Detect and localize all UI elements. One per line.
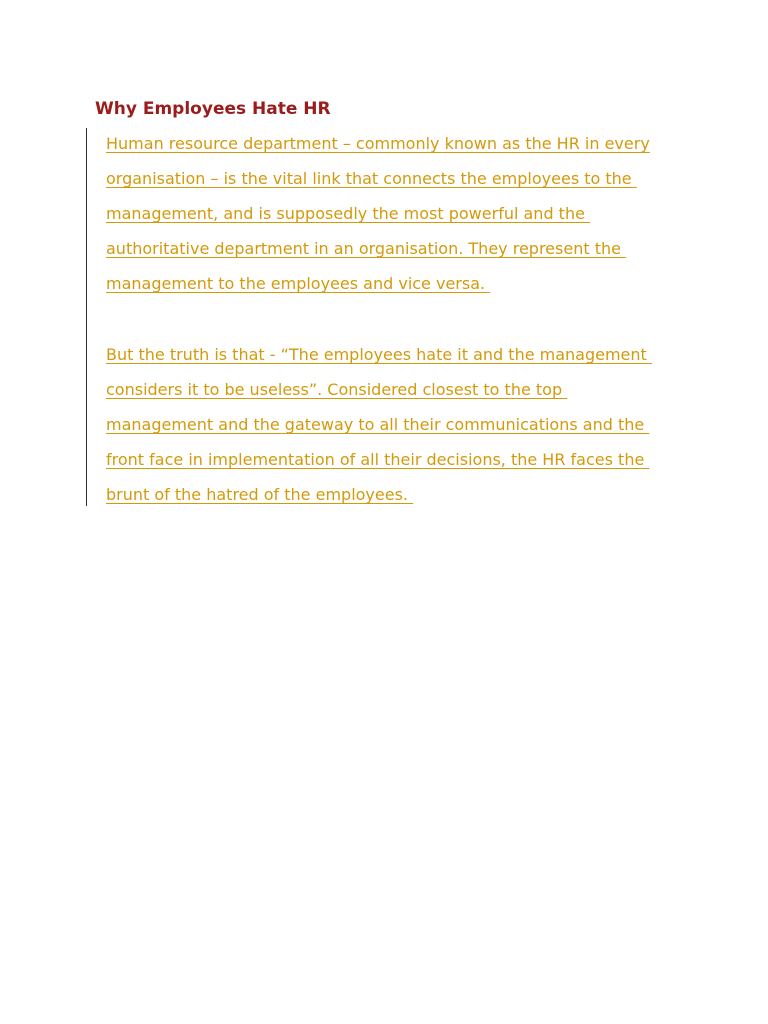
paragraph-1-line-3: management, and is supposedly the most powerful and the [106, 204, 591, 223]
paragraph-1-line-2: organisation – is the vital link that connects the employees to the [106, 169, 637, 188]
paragraph-2-line-5: brunt of the hatred of the employees. [106, 485, 414, 504]
paragraph-1-line-5: management to the employees and vice versa. [106, 274, 491, 293]
paragraph-2-line-3: management and the gateway to all their communications and the [106, 415, 650, 434]
paragraph-1 [106, 129, 650, 304]
paragraph-1-line-4: authoritative department in an organisation. They represent the [106, 239, 627, 258]
paragraph-2-line-1: But the truth is that - “The employees hate it and the management [106, 345, 652, 364]
paragraph-2-line-4: front face in implementation of all their decisions, the HR faces the [106, 450, 650, 469]
paragraph-2 [106, 340, 652, 515]
page-title: Why Employees Hate HR [95, 99, 331, 119]
paragraph-1-line-1: Human resource department – commonly known as the HR in every [106, 134, 650, 153]
left-border-rule [86, 128, 87, 506]
paragraph-2-line-2: considers it to be useless”. Considered closest to the top [106, 380, 568, 399]
